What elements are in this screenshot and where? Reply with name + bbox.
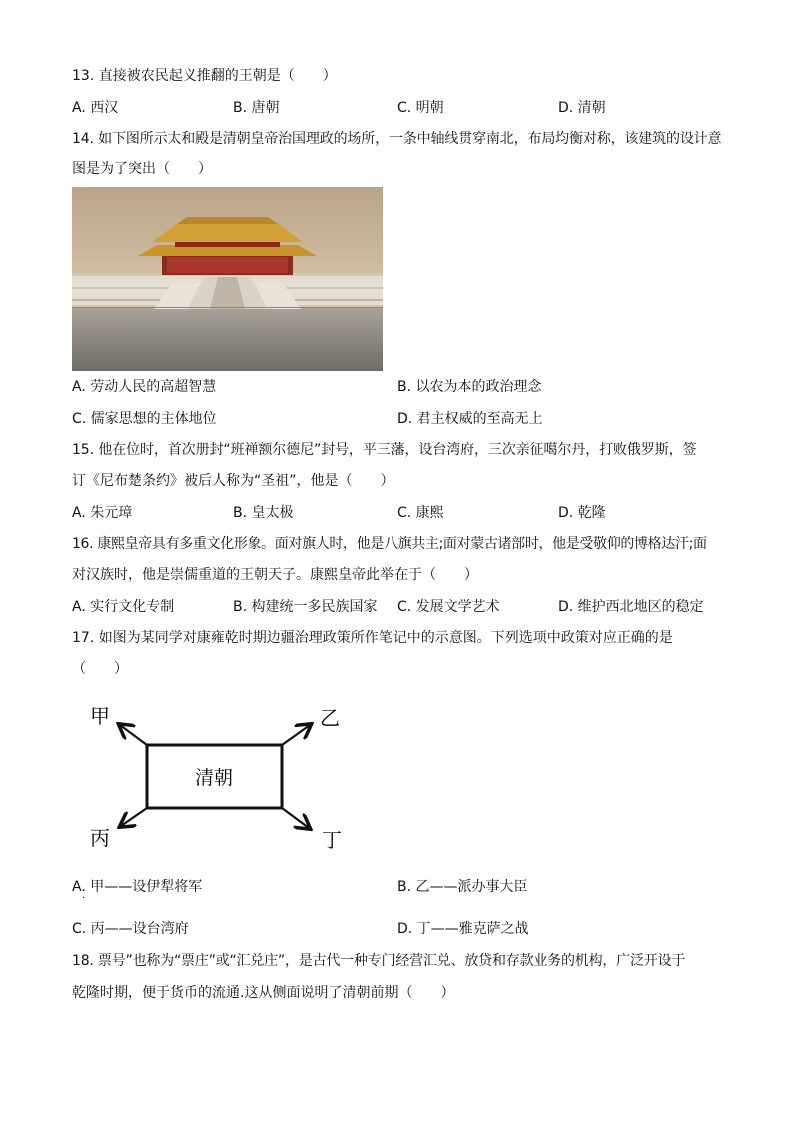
q16-stem-line2: 对汉族时，他是崇儒重道的王朝天子。康熙皇帝此举在于（ ） [72,567,478,583]
q16-stem-line1: 16. 康熙皇帝具有多重文化形象。面对旗人时，他是八旗共主;面对蒙古诸部时，他是受敬仰的博格达汗;面 [72,536,707,552]
q17-option-a: A. 甲——设伊犁将军 [72,879,203,895]
q17-option-b: B. 乙——派办事大臣 [397,879,528,895]
q13-option-c: C. 明朝 [397,100,444,116]
q17-option-c: C. 丙——设台湾府 [72,921,189,937]
q15-stem-line2: 订《尼布楚条约》被后人称为“圣祖”，他是（ ） [72,473,395,489]
q16-option-a: A. 实行文化专制 [72,599,175,615]
q13-option-b: B. 唐朝 [233,100,280,116]
arrow-bing [121,808,147,826]
q16-option-c: C. 发展文学艺术 [397,599,500,615]
q18-stem-line2: 乾隆时期，便于货币的流通.这从侧面说明了清朝前期（ ） [72,985,455,1001]
taihe-hall-photo [72,187,383,371]
arrow-yi [282,725,310,745]
q16-option-d: D. 维护西北地区的稳定 [558,599,704,615]
qing-border-diagram [80,695,370,865]
q13-stem: 13. 直接被农民起义推翻的王朝是（ ） [72,68,337,84]
q14-stem-line2: 图是为了突出（ ） [72,161,212,177]
q15-stem-line1: 15. 他在位时，首次册封“班禅额尔德尼”封号，平三藩，设台湾府，三次亲征噶尔丹，打败俄罗斯，签 [72,442,697,458]
q15-option-a: A. 朱元璋 [72,505,133,521]
arrow-ding [282,808,309,828]
diagram-label-ding: 丁 [322,828,342,852]
q14-option-d: D. 君主权威的至高无上 [397,411,543,427]
diagram-label-jia: 甲 [90,704,110,728]
q14-stem-line1: 14. 如下图所示太和殿是清朝皇帝治国理政的场所，一条中轴线贯穿南北，布局均衡对称，该建筑的设计意 [72,131,722,147]
stray-dot: · [82,893,86,904]
diagram-label-bing: 丙 [90,826,110,850]
q15-option-b: B. 皇太极 [233,505,294,521]
q18-stem-line1: 18. 票号”也称为“票庄”或“汇兑庄”，是古代一种专门经营汇兑、放贷和存款业务的机构，广泛开设于 [72,953,686,969]
q17-stem-line2: （ ） [72,661,128,677]
q14-option-c: C. 儒家思想的主体地位 [72,411,217,427]
diagram-label-yi: 乙 [320,706,340,730]
arrow-jia [120,725,147,745]
q13-option-a: A. 西汉 [72,100,119,116]
q13-option-d: D. 清朝 [558,100,606,116]
q15-option-d: D. 乾隆 [558,505,606,521]
q15-option-c: C. 康熙 [397,505,444,521]
q14-option-b: B. 以农为本的政治理念 [397,379,542,395]
q17-stem-line1: 17. 如图为某同学对康雍乾时期边疆治理政策所作笔记中的示意图。下列选项中政策对应正确的是 [72,630,673,646]
diagram-center-label: 清朝 [194,767,234,789]
q16-option-b: B. 构建统一多民族国家 [233,599,378,615]
q14-option-a: A. 劳动人民的高超智慧 [72,379,217,395]
q17-option-d: D. 丁——雅克萨之战 [397,921,529,937]
